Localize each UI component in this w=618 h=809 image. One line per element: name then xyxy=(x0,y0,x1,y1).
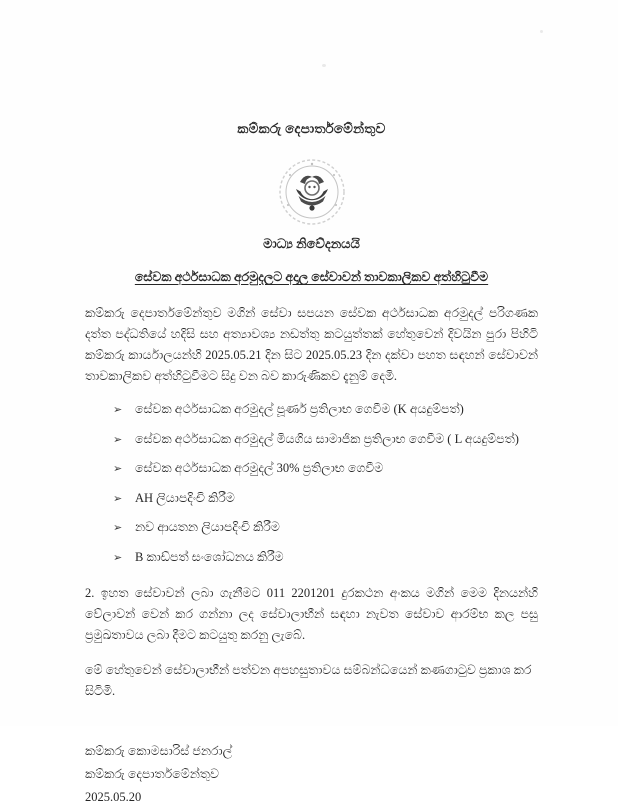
suspended-services-list xyxy=(85,399,538,568)
service-item-label: සේවක අර්ථසාධක අරමුදල් 30% ප්‍රතිලාභ ගෙවීම xyxy=(135,461,384,475)
scan-artifact xyxy=(322,64,326,67)
department-name-heading: කම්කරු දෙපාර්තමේන්තුව xyxy=(237,121,386,136)
media-release-label: මාධ්‍ය නිවේදනයයි xyxy=(263,236,360,251)
service-item-label: සේවක අර්ථසාධක අරමුදල් මියගිය සාමාජික ප්‍රතිලාභ ගෙවීම ( L අයදුම්පත්) xyxy=(135,431,519,446)
arrow-bullet-icon: ➢ xyxy=(113,550,123,564)
arrow-bullet-icon: ➢ xyxy=(113,521,123,534)
seal-emblem-icon xyxy=(276,155,348,229)
document-title: සේවක අර්ථසාධක අරමුදලට අදාල සේවාවන් තාවකාලිකව අත්හිටුවීම xyxy=(134,270,489,284)
document-date: 2025.05.20 xyxy=(85,789,142,804)
service-list-item xyxy=(113,429,538,450)
department-seal-logo xyxy=(274,153,350,231)
arrow-bullet-icon: ➢ xyxy=(113,403,123,416)
arrow-bullet-icon: ➢ xyxy=(113,491,123,505)
scan-artifact xyxy=(540,30,543,33)
arrow-bullet-icon: ➢ xyxy=(113,432,123,446)
service-list-item xyxy=(113,399,538,420)
service-list-item xyxy=(113,517,538,538)
apology-paragraph: මේ හේතුවෙන් සේවාලාභීන් පත්වන අපහසුතාවය සම්බන්ධයෙන් කණගාටුව ප්‍රකාශ කර සිටිමි. xyxy=(85,662,532,698)
signature-block xyxy=(85,740,538,809)
service-item-label: B කාඩ්පත් සංශෝධනය කිරීම xyxy=(135,549,284,564)
service-list-item xyxy=(113,488,538,509)
signatory-title: කම්කරු කොමසාරිස් ජනරාල් xyxy=(85,743,233,758)
service-list-item xyxy=(113,547,538,568)
signatory-organization: කම්කරු දෙපාර්තමේන්තුව xyxy=(85,766,219,781)
service-list-item xyxy=(113,458,538,479)
intro-paragraph: කම්කරු දෙපාර්තමේන්තුව මගින් සේවා සපයන සේවක අර්ථසාධක අරමුදල් පරිගණක දත්ත පද්ධතියේ හදිසි සහ අත්‍යාවශ්‍ය නඩත්තු කටයුත්තක් හේතුවෙන් දිවයින පුරා පිහිටි කම්කරු කාර්යාලයන්හි 2025.05.21 දින සිට 2025.05.23 දින දක්වා පහත සඳහන් සේවාවන් තාවකාලිකව අත්හිටුවීමට සිදු වන බව කාරුණිකව දැනුම් දෙමි. xyxy=(85,306,538,383)
arrow-bullet-icon: ➢ xyxy=(113,462,123,475)
service-item-label: නව ආයතන ලියාපදිංචි කිරීම xyxy=(135,520,280,534)
service-item-label: සේවක අර්ථසාධක අරමුදල් පූර්ණ ප්‍රතිලාභ ගෙවීම (K අයදුම්පත්) xyxy=(135,402,464,416)
contact-instructions-paragraph: 2. ඉහත සේවාවන් ලබා ගැනීමට 011 2201201 දුරකථන අංකය මගින් මෙම දිනයන්හි වේලාවන් වෙන් කර ගන්නා ලද සේවාලාභීන් සඳහා නැවත සේවාව ආරම්භ කල පසු ප්‍රමුඛතාවය ලබා දීමට කටයුතු කරනු ලැබේ. xyxy=(85,585,538,642)
service-item-label: AH ලියාපදිංචි කිරීම xyxy=(135,490,235,505)
